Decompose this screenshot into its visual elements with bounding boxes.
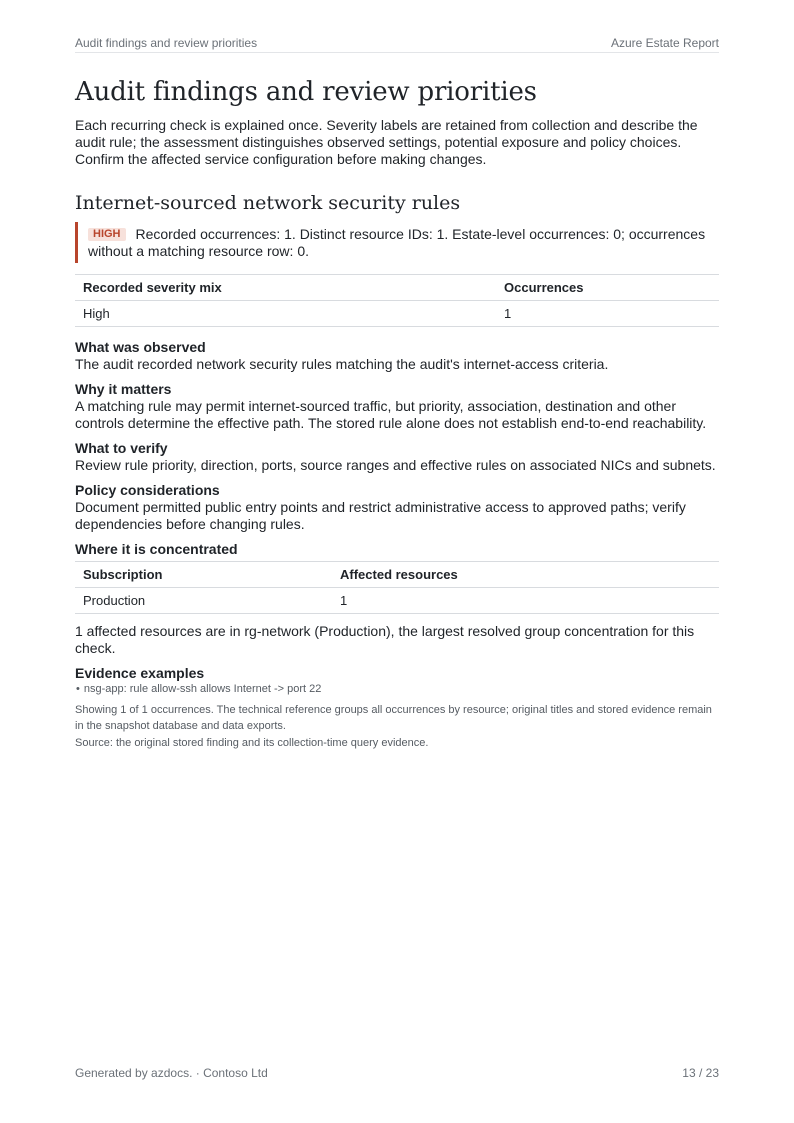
table-header: Recorded severity mix (83, 280, 222, 295)
verify-body: Review rule priority, direction, ports, source ranges and effective rules on associated NICs and subnets. (75, 457, 716, 473)
concentration-table (75, 561, 719, 614)
callout-text: Recorded occurrences: 1. Distinct resource IDs: 1. Estate-level occurrences: 0; occurrences without a matching resource row: 0. (88, 226, 706, 259)
header-report-title: Azure Estate Report (610, 36, 719, 50)
running-header (75, 35, 719, 53)
header-section-title: Audit findings and review priorities (75, 36, 258, 50)
table-row (75, 301, 719, 327)
severity-badge: HIGH (88, 228, 126, 241)
page-footer (75, 1066, 719, 1082)
verify-heading: What to verify (75, 440, 168, 456)
evidence-heading: Evidence examples (75, 665, 205, 681)
evidence-note: Showing 1 of 1 occurrences. The technical reference groups all occurrences by resource; original titles and stored evidence remain in the snapshot database and data exports. (75, 704, 712, 732)
table-header: Subscription (83, 567, 163, 582)
bullet-icon: • (76, 683, 80, 695)
evidence-item (75, 682, 719, 697)
table-header-row (75, 275, 719, 301)
policy-section (75, 482, 719, 533)
source-note: Source: the original stored finding and its collection-time query evidence. (75, 737, 429, 749)
table-row (75, 588, 719, 614)
table-cell: 1 (504, 306, 512, 321)
report-page (75, 0, 719, 1123)
main-content (75, 75, 719, 751)
concentration-heading: Where it is concentrated (75, 541, 238, 557)
table-header: Occurrences (504, 280, 584, 295)
observed-heading: What was observed (75, 339, 206, 355)
table-cell: Production (83, 593, 146, 608)
table-cell: High (83, 306, 110, 321)
concentration-section (75, 541, 719, 558)
observed-body: The audit recorded network security rules matching the audit's internet-access criteria. (75, 356, 609, 372)
policy-heading: Policy considerations (75, 482, 220, 498)
policy-body: Document permitted public entry points and restrict administrative access to approved paths; verify dependencies before changing rules. (75, 499, 686, 532)
why-section (75, 381, 719, 432)
finding-callout (75, 222, 719, 263)
footer-generator: Generated by azdocs. · Contoso Ltd (75, 1066, 268, 1080)
evidence-text: nsg-app: rule allow-ssh allows Internet -> port 22 (83, 683, 322, 695)
table-header: Affected resources (340, 567, 458, 582)
why-heading: Why it matters (75, 381, 172, 397)
table-header-row (75, 562, 719, 588)
page-number: 13 / 23 (682, 1066, 719, 1080)
severity-table (75, 274, 719, 327)
intro-paragraph: Each recurring check is explained once. Severity labels are retained from collection and describe the audit rule; the assessment distinguishes observed settings, potential exposure and policy choices. Confirm the affected service configuration before making changes. (75, 117, 698, 167)
page-title: Audit findings and review priorities (75, 77, 537, 107)
why-body: A matching rule may permit internet-sourced traffic, but priority, association, destination and other controls determine the effective path. The stored rule alone does not establish end-to-end reachability. (75, 398, 707, 431)
table-cell: 1 (340, 593, 348, 608)
verify-section (75, 440, 719, 474)
finding-title: Internet-sourced network security rules (75, 192, 461, 214)
observed-section (75, 339, 719, 373)
concentration-summary: 1 affected resources are in rg-network (Production), the largest resolved group concentration for this check. (75, 623, 695, 656)
